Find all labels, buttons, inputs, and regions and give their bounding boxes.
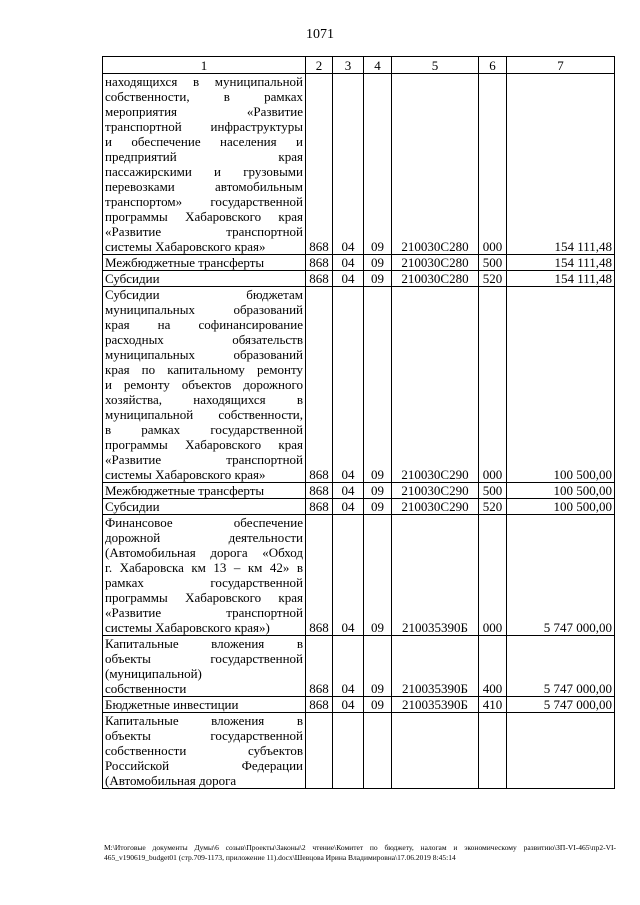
table-row (103, 499, 615, 515)
column-header: 5 (392, 57, 479, 74)
description-line: системы Хабаровского края» (105, 467, 266, 482)
target-article-code: 210030С280 (392, 255, 479, 271)
description-line: программы Хабаровского края (105, 209, 303, 224)
section-code: 04 (333, 499, 364, 515)
section-code: 04 (333, 697, 364, 713)
amount: 154 111,48 (507, 255, 615, 271)
description-line: находящихся в муниципальной (105, 74, 303, 89)
amount: 5 747 000,00 (507, 636, 615, 697)
grbs-code: 868 (306, 483, 333, 499)
description-line: мероприятия «Развитие (105, 104, 303, 119)
description-line: системы Хабаровского края» (105, 239, 266, 254)
description-line: собственности, в рамках (105, 89, 303, 104)
description-line: системы Хабаровского края») (105, 620, 270, 635)
table-row (103, 271, 615, 287)
subsection-code (364, 713, 392, 789)
description-line: «Развитие транспортной (105, 605, 303, 620)
amount: 154 111,48 (507, 271, 615, 287)
description-line: Российской Федерации (105, 758, 303, 773)
subsection-code: 09 (364, 697, 392, 713)
grbs-code: 868 (306, 255, 333, 271)
description-line: «Развитие транспортной (105, 452, 303, 467)
description-line: Межбюджетные трансферты (105, 483, 265, 498)
target-article-code: 210030С290 (392, 499, 479, 515)
description-line: муниципальной собственности, (105, 407, 303, 422)
expense-type-code: 000 (479, 515, 507, 636)
description-line: Капитальные вложения в (105, 636, 303, 651)
table-row (103, 515, 615, 636)
table-row (103, 74, 615, 255)
subsection-code: 09 (364, 483, 392, 499)
expense-type-code: 410 (479, 697, 507, 713)
description-line: пассажирскими и грузовыми (105, 164, 303, 179)
description-line: дорожной деятельности (105, 530, 303, 545)
description-line: объекты государственной (105, 728, 303, 743)
description-line: Межбюджетные трансферты (105, 255, 265, 270)
description-line: собственности (105, 681, 187, 696)
section-code (333, 713, 364, 789)
row-description (103, 74, 306, 255)
target-article-code: 210035390Б (392, 515, 479, 636)
subsection-code: 09 (364, 271, 392, 287)
description-line: края по капитальному ремонту (105, 362, 303, 377)
table-row (103, 697, 615, 713)
expense-type-code: 520 (479, 499, 507, 515)
target-article-code (392, 713, 479, 789)
section-code: 04 (333, 271, 364, 287)
expense-type-code (479, 713, 507, 789)
row-description (103, 713, 306, 789)
target-article-code: 210035390Б (392, 636, 479, 697)
target-article-code: 210030С290 (392, 287, 479, 483)
description-line: программы Хабаровского края (105, 590, 303, 605)
description-line: предприятий края (105, 149, 303, 164)
grbs-code: 868 (306, 74, 333, 255)
description-line: Субсидии (105, 271, 160, 286)
expense-type-code: 400 (479, 636, 507, 697)
description-line: Субсидии (105, 499, 160, 514)
description-line: г. Хабаровска км 13 – км 42» в (105, 560, 303, 575)
amount: 5 747 000,00 (507, 697, 615, 713)
subsection-code: 09 (364, 636, 392, 697)
description-line: (Автомобильная дорога (105, 773, 237, 788)
description-line: транспортом» государственной (105, 194, 303, 209)
description-line: (Автомобильная дорога «Обход (105, 545, 303, 560)
grbs-code: 868 (306, 697, 333, 713)
subsection-code: 09 (364, 515, 392, 636)
target-article-code: 210035390Б (392, 697, 479, 713)
row-description (103, 499, 306, 515)
grbs-code: 868 (306, 515, 333, 636)
description-line: и обеспечение населения и (105, 134, 303, 149)
description-line: (муниципальной) (105, 666, 202, 681)
grbs-code (306, 713, 333, 789)
description-line: края на софинансирование (105, 317, 303, 332)
page-number: 1071 (306, 27, 334, 42)
footer-line: M:\Итоговые документы Думы\6 созыв\Проекты\Законы\2 чтение\Комитет по бюджету, налогам и экономическому развитию\ЗП-VI-465\пр2-VI- (104, 843, 616, 852)
section-code: 04 (333, 483, 364, 499)
expense-type-code: 500 (479, 255, 507, 271)
document-path-footer (104, 843, 616, 863)
description-line: рамках государственной (105, 575, 303, 590)
subsection-code: 09 (364, 255, 392, 271)
column-header: 3 (333, 57, 364, 74)
row-description (103, 483, 306, 499)
grbs-code: 868 (306, 271, 333, 287)
expense-type-code: 500 (479, 483, 507, 499)
subsection-code: 09 (364, 499, 392, 515)
grbs-code: 868 (306, 636, 333, 697)
section-code: 04 (333, 255, 364, 271)
description-line: объекты государственной (105, 651, 303, 666)
target-article-code: 210030С280 (392, 74, 479, 255)
column-header: 1 (103, 57, 306, 74)
column-header: 7 (507, 57, 615, 74)
table-row (103, 255, 615, 271)
column-header: 2 (306, 57, 333, 74)
row-description (103, 636, 306, 697)
section-code: 04 (333, 636, 364, 697)
description-line: в рамках государственной (105, 422, 303, 437)
expense-type-code: 000 (479, 287, 507, 483)
amount (507, 713, 615, 789)
table-header-row (103, 57, 615, 74)
description-line: Финансовое обеспечение (105, 515, 303, 530)
budget-table (102, 56, 615, 789)
subsection-code: 09 (364, 287, 392, 483)
description-line: Капитальные вложения в (105, 713, 303, 728)
description-line: муниципальных образований (105, 302, 303, 317)
description-line: «Развитие транспортной (105, 224, 303, 239)
description-line: хозяйства, находящихся в (105, 392, 303, 407)
table-row (103, 713, 615, 789)
column-header: 4 (364, 57, 392, 74)
row-description (103, 255, 306, 271)
grbs-code: 868 (306, 499, 333, 515)
amount: 100 500,00 (507, 483, 615, 499)
description-line: перевозками автомобильным (105, 179, 303, 194)
section-code: 04 (333, 515, 364, 636)
expense-type-code: 000 (479, 74, 507, 255)
section-code: 04 (333, 287, 364, 483)
amount: 154 111,48 (507, 74, 615, 255)
amount: 5 747 000,00 (507, 515, 615, 636)
description-line: расходных обязательств (105, 332, 303, 347)
column-header: 6 (479, 57, 507, 74)
row-description (103, 697, 306, 713)
grbs-code: 868 (306, 287, 333, 483)
description-line: муниципальных образований (105, 347, 303, 362)
description-line: программы Хабаровского края (105, 437, 303, 452)
table-row (103, 483, 615, 499)
description-line: Субсидии бюджетам (105, 287, 303, 302)
subsection-code: 09 (364, 74, 392, 255)
section-code: 04 (333, 74, 364, 255)
description-line: и ремонту объектов дорожного (105, 377, 303, 392)
row-description (103, 287, 306, 483)
description-line: транспортной инфраструктуры (105, 119, 303, 134)
expense-type-code: 520 (479, 271, 507, 287)
description-line: Бюджетные инвестиции (105, 697, 239, 712)
amount: 100 500,00 (507, 287, 615, 483)
table-row (103, 287, 615, 483)
amount: 100 500,00 (507, 499, 615, 515)
row-description (103, 515, 306, 636)
table-row (103, 636, 615, 697)
target-article-code: 210030С280 (392, 271, 479, 287)
target-article-code: 210030С290 (392, 483, 479, 499)
footer-line: 465_v190619_budget01 (стр.709-1173, приложение 11).docx\Шевцова Ирина Владимировна\17.06.2019 8:45:14 (104, 853, 456, 862)
row-description (103, 271, 306, 287)
description-line: собственности субъектов (105, 743, 303, 758)
